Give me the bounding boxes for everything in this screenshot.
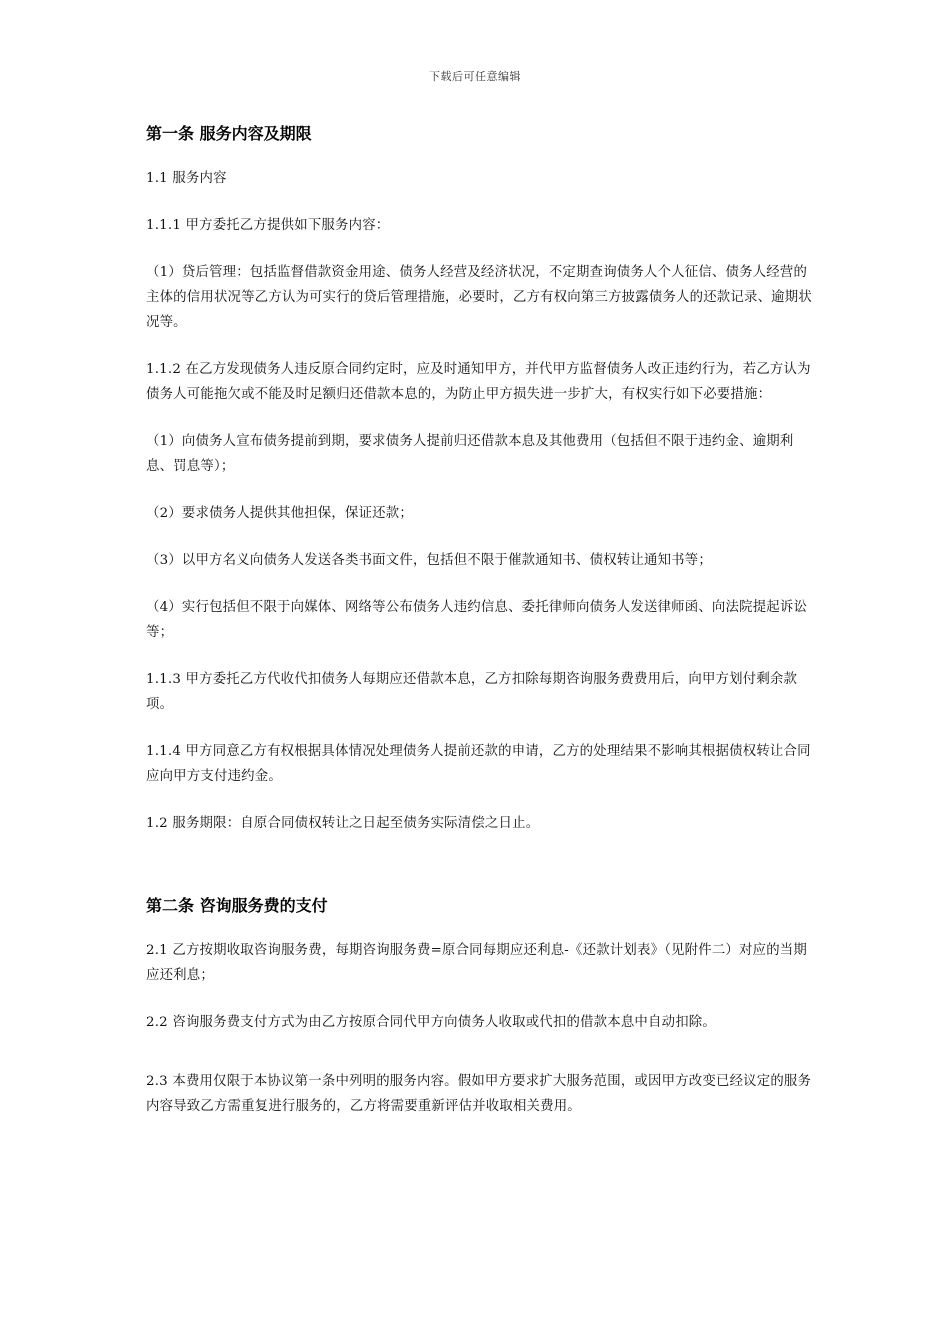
clause-2-1: 2.1 乙方按期收取咨询服务费，每期咨询服务费=原合同每期应还利息-《还款计划表》（见附件二）对应的当期应还利息； — [146, 943, 807, 983]
clause-1-1: 1.1 服务内容 — [146, 171, 227, 186]
measure-4: （4）实行包括但不限于向媒体、网络等公布债务人违约信息、委托律师向债务人发送律师函、向法院提起诉讼等； — [146, 600, 808, 640]
measure-2: （2）要求债务人提供其他担保，保证还款； — [146, 506, 413, 521]
section-1-title: 第一条 服务内容及期限 — [146, 124, 312, 143]
clause-1-1-2: 1.1.2 在乙方发现债务人违反原合同约定时，应及时通知甲方，并代甲方监督债务人改正违约行为，若乙方认为债务人可能拖欠或不能及时足额归还借款本息的，为防止甲方损失进一步扩大，有权实行如下必要措施： — [146, 362, 811, 402]
clause-1-1-1: 1.1.1 甲方委托乙方提供如下服务内容： — [146, 218, 390, 233]
clause-1-1-4: 1.1.4 甲方同意乙方有权根据具体情况处理债务人提前还款的申请，乙方的处理结果不影响其根据债权转让合同应向甲方支付违约金。 — [146, 744, 811, 784]
measure-3: （3）以甲方名义向债务人发送各类书面文件，包括但不限于催款通知书、债权转让通知书等； — [146, 553, 712, 568]
clause-1-1-3: 1.1.3 甲方委托乙方代收代扣债务人每期应还借款本息，乙方扣除每期咨询服务费费用后，向甲方划付剩余款项。 — [146, 672, 798, 712]
header-note: 下载后可任意编辑 — [429, 70, 521, 83]
measure-1: （1）向债务人宣布债务提前到期，要求债务人提前归还借款本息及其他费用（包括但不限于违约金、逾期利息、罚息等）； — [146, 434, 794, 474]
document-body — [146, 122, 814, 1119]
clause-1-1-1-item-1: （1）贷后管理：包括监督借款资金用途、债务人经营及经济状况，不定期查询债务人个人征信、债务人经营的主体的信用状况等乙方认为可实行的贷后管理措施，必要时，乙方有权向第三方披露债务人的还款记录、逾期状况等。 — [146, 265, 812, 330]
clause-2-2: 2.2 咨询服务费支付方式为由乙方按原合同代甲方向债务人收取或代扣的借款本息中自动扣除。 — [146, 1015, 716, 1030]
clause-2-3: 2.3 本费用仅限于本协议第一条中列明的服务内容。假如甲方要求扩大服务范围，或因甲方改变已经议定的服务内容导致乙方需重复进行服务的，乙方将需要重新评估并收取相关费用。 — [146, 1074, 812, 1114]
clause-1-2: 1.2 服务期限：自原合同债权转让之日起至债务实际清偿之日止。 — [146, 816, 540, 831]
section-2-title: 第二条 咨询服务费的支付 — [146, 896, 328, 915]
